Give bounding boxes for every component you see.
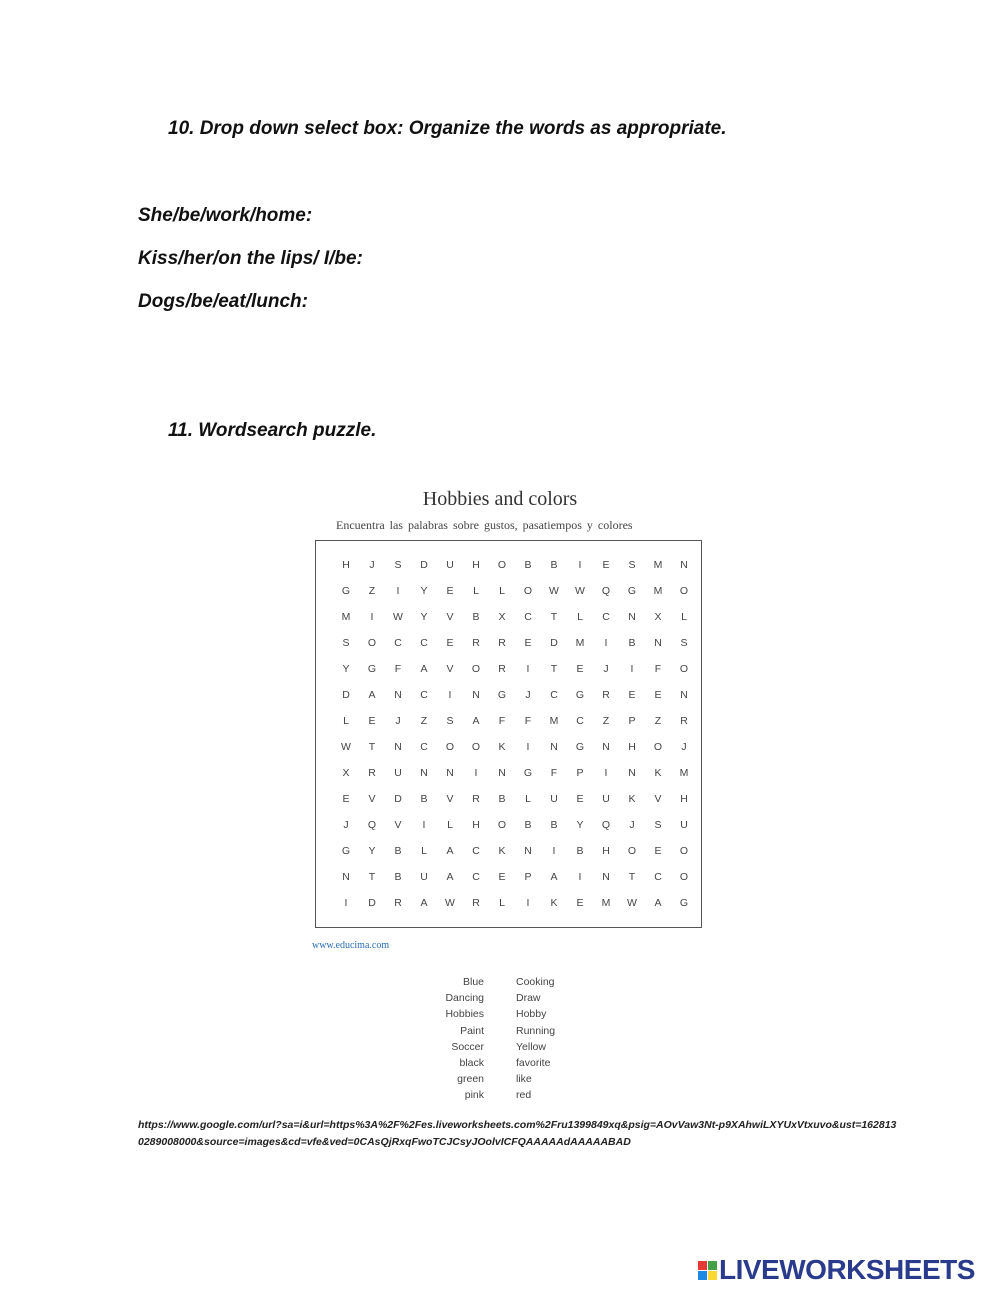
logo-icon bbox=[698, 1261, 717, 1280]
grid-cell[interactable]: I bbox=[630, 663, 634, 675]
grid-cell[interactable]: V bbox=[368, 793, 376, 805]
grid-cell[interactable]: C bbox=[550, 689, 558, 701]
grid-cell[interactable]: J bbox=[603, 663, 609, 675]
question-10-title: 10. Drop down select box: Organize the words as appropriate. bbox=[168, 118, 727, 139]
grid-row bbox=[333, 893, 697, 919]
grid-cell[interactable]: U bbox=[446, 559, 454, 571]
grid-cell[interactable]: O bbox=[679, 663, 689, 675]
grid-row bbox=[333, 685, 697, 711]
grid-cell[interactable]: C bbox=[472, 871, 480, 883]
grid-cell[interactable]: W bbox=[549, 585, 559, 597]
word-item: like bbox=[516, 1073, 532, 1086]
grid-row bbox=[333, 607, 697, 633]
grid-cell[interactable]: D bbox=[342, 689, 350, 701]
grid-cell[interactable]: A bbox=[654, 897, 662, 909]
grid-cell[interactable]: L bbox=[421, 845, 427, 857]
grid-cell[interactable]: N bbox=[602, 741, 610, 753]
grid-cell[interactable]: W bbox=[445, 897, 455, 909]
grid-cell[interactable]: L bbox=[525, 793, 531, 805]
grid-cell[interactable]: G bbox=[575, 741, 585, 753]
grid-cell[interactable]: L bbox=[681, 611, 687, 623]
grid-cell[interactable]: H bbox=[602, 845, 610, 857]
grid-cell[interactable]: I bbox=[604, 637, 608, 649]
logo-text: LIVEWORKSHEETS bbox=[719, 1254, 975, 1285]
grid-cell[interactable]: D bbox=[394, 793, 402, 805]
grid-cell[interactable]: E bbox=[368, 715, 376, 727]
grid-cell[interactable]: D bbox=[368, 897, 376, 909]
word-item: Running bbox=[516, 1024, 556, 1037]
grid-cell[interactable]: J bbox=[369, 559, 375, 571]
grid-cell[interactable]: S bbox=[680, 637, 688, 649]
grid-cell[interactable]: G bbox=[627, 585, 637, 597]
question-11-title: 11. Wordsearch puzzle. bbox=[168, 420, 377, 441]
grid-cell[interactable]: T bbox=[550, 611, 558, 623]
grid-cell[interactable]: E bbox=[446, 585, 454, 597]
grid-cell[interactable]: I bbox=[578, 871, 582, 883]
grid-cell[interactable]: I bbox=[474, 767, 478, 779]
grid-cell[interactable]: C bbox=[654, 871, 662, 883]
liveworksheets-logo bbox=[698, 1256, 975, 1284]
grid-cell[interactable]: R bbox=[368, 767, 376, 779]
word-item: green bbox=[457, 1073, 484, 1086]
grid-cell[interactable]: I bbox=[552, 845, 556, 857]
grid-cell[interactable]: N bbox=[498, 767, 506, 779]
grid-row bbox=[333, 815, 697, 841]
grid-cell[interactable]: B bbox=[524, 819, 532, 831]
word-item: Blue bbox=[462, 976, 484, 988]
grid-row bbox=[333, 841, 697, 867]
grid-cell[interactable]: L bbox=[447, 819, 453, 831]
grid-cell[interactable]: M bbox=[575, 637, 585, 649]
word-item: favorite bbox=[516, 1057, 551, 1070]
grid-cell[interactable]: U bbox=[680, 819, 688, 831]
wordsearch-grid[interactable] bbox=[333, 555, 697, 919]
grid-cell[interactable]: C bbox=[524, 611, 532, 623]
grid-cell[interactable]: L bbox=[473, 585, 479, 597]
grid-cell[interactable]: G bbox=[575, 689, 585, 701]
grid-cell[interactable]: C bbox=[420, 689, 428, 701]
grid-cell[interactable]: B bbox=[576, 845, 584, 857]
grid-cell[interactable]: X bbox=[342, 767, 350, 779]
word-item: Dancing bbox=[445, 992, 484, 1005]
grid-cell[interactable]: I bbox=[396, 585, 400, 597]
grid-cell[interactable]: G bbox=[679, 897, 689, 909]
grid-cell[interactable]: X bbox=[498, 611, 506, 623]
grid-cell[interactable]: H bbox=[342, 559, 350, 571]
word-item: red bbox=[516, 1089, 532, 1102]
grid-cell[interactable]: F bbox=[394, 663, 402, 675]
grid-cell[interactable]: K bbox=[550, 897, 558, 909]
grid-cell[interactable]: I bbox=[448, 689, 452, 701]
grid-cell[interactable]: C bbox=[420, 637, 428, 649]
grid-cell[interactable]: Q bbox=[601, 585, 611, 597]
grid-cell[interactable]: L bbox=[577, 611, 583, 623]
grid-cell[interactable]: R bbox=[498, 663, 506, 675]
grid-cell[interactable]: O bbox=[497, 559, 507, 571]
grid-cell[interactable]: L bbox=[343, 715, 349, 727]
grid-cell[interactable]: E bbox=[654, 689, 662, 701]
word-item: Soccer bbox=[451, 1040, 484, 1053]
grid-cell[interactable]: B bbox=[498, 793, 506, 805]
grid-cell[interactable]: V bbox=[394, 819, 402, 831]
grid-cell[interactable]: N bbox=[394, 741, 402, 753]
grid-cell[interactable]: U bbox=[394, 767, 402, 779]
grid-cell[interactable]: E bbox=[524, 637, 532, 649]
grid-cell[interactable]: M bbox=[601, 897, 611, 909]
grid-cell[interactable]: Y bbox=[368, 845, 376, 857]
grid-cell[interactable]: K bbox=[498, 845, 506, 857]
word-item: pink bbox=[464, 1089, 484, 1102]
grid-cell[interactable]: U bbox=[550, 793, 558, 805]
grid-cell[interactable]: C bbox=[394, 637, 402, 649]
grid-cell[interactable]: X bbox=[654, 611, 662, 623]
word-list-right bbox=[516, 974, 596, 1104]
grid-cell[interactable]: Q bbox=[367, 819, 377, 831]
grid-row bbox=[333, 659, 697, 685]
grid-cell[interactable]: F bbox=[524, 715, 532, 727]
grid-cell[interactable]: G bbox=[341, 845, 351, 857]
grid-cell[interactable]: A bbox=[472, 715, 480, 727]
grid-cell[interactable]: R bbox=[602, 689, 610, 701]
grid-cell[interactable]: O bbox=[445, 741, 455, 753]
grid-cell[interactable]: R bbox=[472, 793, 480, 805]
grid-cell[interactable]: N bbox=[628, 611, 636, 623]
grid-cell[interactable]: O bbox=[471, 741, 481, 753]
grid-cell[interactable]: E bbox=[446, 637, 454, 649]
grid-cell[interactable]: F bbox=[550, 767, 558, 779]
grid-cell[interactable]: I bbox=[526, 897, 530, 909]
grid-cell[interactable]: R bbox=[394, 897, 402, 909]
word-item: Paint bbox=[460, 1024, 484, 1037]
grid-cell[interactable]: E bbox=[576, 793, 584, 805]
grid-cell[interactable]: K bbox=[654, 767, 662, 779]
grid-cell[interactable]: I bbox=[526, 663, 530, 675]
word-item: Hobbies bbox=[445, 1008, 484, 1021]
grid-cell[interactable]: K bbox=[498, 741, 506, 753]
logo-square bbox=[698, 1271, 707, 1280]
grid-cell[interactable]: C bbox=[472, 845, 480, 857]
grid-cell[interactable]: I bbox=[578, 559, 582, 571]
grid-cell[interactable]: B bbox=[420, 793, 428, 805]
grid-cell[interactable]: Y bbox=[576, 819, 584, 831]
grid-cell[interactable]: B bbox=[550, 559, 558, 571]
grid-cell[interactable]: A bbox=[420, 663, 428, 675]
source-site-link[interactable]: www.educima.com bbox=[312, 940, 390, 951]
grid-cell[interactable]: Y bbox=[342, 663, 350, 675]
grid-cell[interactable]: C bbox=[602, 611, 610, 623]
grid-cell[interactable]: T bbox=[628, 871, 636, 883]
grid-row bbox=[333, 555, 697, 581]
grid-cell[interactable]: H bbox=[472, 819, 480, 831]
grid-cell[interactable]: E bbox=[576, 897, 584, 909]
grid-cell[interactable]: U bbox=[420, 871, 428, 883]
grid-cell[interactable]: L bbox=[499, 897, 505, 909]
grid-cell[interactable]: M bbox=[653, 559, 663, 571]
grid-row bbox=[333, 763, 697, 789]
grid-cell[interactable]: B bbox=[394, 845, 402, 857]
grid-cell[interactable]: O bbox=[679, 585, 689, 597]
grid-cell[interactable]: D bbox=[550, 637, 558, 649]
prompt-2: Kiss/her/on the lips/ I/be: bbox=[138, 248, 363, 269]
grid-cell[interactable]: W bbox=[341, 741, 351, 753]
grid-cell[interactable]: O bbox=[679, 845, 689, 857]
grid-cell[interactable]: Q bbox=[601, 819, 611, 831]
grid-cell[interactable]: M bbox=[653, 585, 663, 597]
grid-cell[interactable]: Y bbox=[420, 611, 428, 623]
grid-cell[interactable]: H bbox=[680, 793, 688, 805]
grid-cell[interactable]: E bbox=[498, 871, 506, 883]
grid-cell[interactable]: B bbox=[550, 819, 558, 831]
grid-cell[interactable]: B bbox=[628, 637, 636, 649]
grid-cell[interactable]: I bbox=[604, 767, 608, 779]
word-item: Hobby bbox=[516, 1008, 547, 1021]
grid-cell[interactable]: R bbox=[680, 715, 688, 727]
grid-cell[interactable]: O bbox=[523, 585, 533, 597]
grid-cell[interactable]: S bbox=[446, 715, 454, 727]
grid-cell[interactable]: A bbox=[446, 871, 454, 883]
grid-row bbox=[333, 581, 697, 607]
word-list-left bbox=[420, 974, 484, 1104]
grid-cell[interactable]: P bbox=[576, 767, 584, 779]
grid-cell[interactable]: J bbox=[525, 689, 531, 701]
grid-cell[interactable]: S bbox=[654, 819, 662, 831]
grid-cell[interactable]: N bbox=[602, 871, 610, 883]
word-item: black bbox=[459, 1057, 484, 1070]
grid-row bbox=[333, 789, 697, 815]
grid-cell[interactable]: W bbox=[627, 897, 637, 909]
source-url[interactable]: https://www.google.com/url?sa=i&url=https%3A%2F%2Fes.liveworksheets.com%2Fru1399849xq&psig=AOvVaw3Nt-p9XAhwiLXYUxVtxuvo&ust=1628130289008000&source=images&cd=vfe&ved=0CAsQjRxqFwoTCJCsyJOolvICFQAAAAAdAAAAABAD bbox=[138, 1119, 897, 1148]
grid-cell[interactable]: T bbox=[368, 871, 376, 883]
prompt-3: Dogs/be/eat/lunch: bbox=[138, 291, 308, 312]
grid-cell[interactable]: F bbox=[498, 715, 506, 727]
grid-cell[interactable]: E bbox=[602, 559, 610, 571]
grid-cell[interactable]: L bbox=[499, 585, 505, 597]
grid-cell[interactable]: O bbox=[367, 637, 377, 649]
grid-cell[interactable]: I bbox=[344, 897, 348, 909]
grid-cell[interactable]: A bbox=[446, 845, 454, 857]
grid-cell[interactable]: E bbox=[654, 845, 662, 857]
grid-cell[interactable]: N bbox=[550, 741, 558, 753]
grid-cell[interactable]: J bbox=[629, 819, 635, 831]
grid-row bbox=[333, 867, 697, 893]
grid-cell[interactable]: G bbox=[341, 585, 351, 597]
grid-cell[interactable]: J bbox=[343, 819, 349, 831]
grid-cell[interactable]: Z bbox=[654, 715, 662, 727]
grid-cell[interactable]: I bbox=[370, 611, 374, 623]
grid-cell[interactable]: N bbox=[680, 689, 688, 701]
word-item: Yellow bbox=[516, 1040, 546, 1053]
grid-cell[interactable]: G bbox=[367, 663, 377, 675]
grid-cell[interactable]: H bbox=[628, 741, 636, 753]
grid-cell[interactable]: V bbox=[654, 793, 662, 805]
logo-square bbox=[698, 1261, 707, 1270]
grid-cell[interactable]: V bbox=[446, 663, 454, 675]
grid-cell[interactable]: I bbox=[422, 819, 426, 831]
logo-square bbox=[708, 1261, 717, 1270]
grid-cell[interactable]: Z bbox=[368, 585, 376, 597]
grid-cell[interactable]: P bbox=[524, 871, 532, 883]
wordsearch-title: Hobbies and colors bbox=[422, 488, 578, 510]
grid-cell[interactable]: N bbox=[446, 767, 454, 779]
grid-cell[interactable]: H bbox=[472, 559, 480, 571]
grid-cell[interactable]: N bbox=[680, 559, 688, 571]
grid-cell[interactable]: J bbox=[681, 741, 687, 753]
grid-cell[interactable]: E bbox=[628, 689, 636, 701]
grid-cell[interactable]: S bbox=[394, 559, 402, 571]
grid-cell[interactable]: Z bbox=[602, 715, 610, 727]
wordsearch-grid-box bbox=[315, 540, 702, 928]
grid-cell[interactable]: T bbox=[368, 741, 376, 753]
wordsearch-subtitle: Encuentra las palabras sobre gustos, pasatiempos y colores bbox=[336, 518, 633, 532]
grid-cell[interactable]: Y bbox=[420, 585, 428, 597]
grid-cell[interactable]: V bbox=[446, 793, 454, 805]
grid-cell[interactable]: A bbox=[420, 897, 428, 909]
grid-cell[interactable]: J bbox=[395, 715, 401, 727]
grid-cell[interactable]: B bbox=[472, 611, 480, 623]
grid-cell[interactable]: O bbox=[679, 871, 689, 883]
grid-cell[interactable]: R bbox=[472, 897, 480, 909]
grid-cell[interactable]: F bbox=[654, 663, 662, 675]
prompt-1: She/be/work/home: bbox=[138, 205, 313, 226]
grid-cell[interactable]: S bbox=[628, 559, 636, 571]
grid-cell[interactable]: D bbox=[420, 559, 428, 571]
grid-cell[interactable]: O bbox=[653, 741, 663, 753]
grid-cell[interactable]: V bbox=[446, 611, 454, 623]
grid-cell[interactable]: G bbox=[523, 767, 533, 779]
grid-cell[interactable]: N bbox=[654, 637, 662, 649]
logo-square bbox=[708, 1271, 717, 1280]
grid-cell[interactable]: T bbox=[550, 663, 558, 675]
grid-cell[interactable]: Z bbox=[420, 715, 428, 727]
grid-row bbox=[333, 711, 697, 737]
grid-row bbox=[333, 633, 697, 659]
grid-cell[interactable]: M bbox=[341, 611, 351, 623]
grid-cell[interactable]: N bbox=[342, 871, 350, 883]
grid-row bbox=[333, 737, 697, 763]
grid-cell[interactable]: N bbox=[472, 689, 480, 701]
word-item: Cooking bbox=[516, 976, 555, 988]
grid-cell[interactable]: A bbox=[550, 871, 558, 883]
answer-dropdown-2[interactable] bbox=[390, 246, 690, 272]
grid-cell[interactable]: B bbox=[524, 559, 532, 571]
grid-cell[interactable]: W bbox=[575, 585, 585, 597]
grid-cell[interactable]: W bbox=[393, 611, 403, 623]
grid-cell[interactable]: B bbox=[394, 871, 402, 883]
grid-cell[interactable]: E bbox=[342, 793, 350, 805]
grid-cell[interactable]: R bbox=[498, 637, 506, 649]
grid-cell[interactable]: O bbox=[497, 819, 507, 831]
grid-cell[interactable]: O bbox=[627, 845, 637, 857]
answer-dropdown-3[interactable] bbox=[390, 289, 690, 315]
grid-cell[interactable]: N bbox=[628, 767, 636, 779]
answer-dropdown-1[interactable] bbox=[390, 203, 690, 229]
grid-cell[interactable]: N bbox=[420, 767, 428, 779]
grid-cell[interactable]: I bbox=[526, 741, 530, 753]
grid-cell[interactable]: N bbox=[394, 689, 402, 701]
grid-cell[interactable]: P bbox=[628, 715, 636, 727]
grid-cell[interactable]: S bbox=[342, 637, 350, 649]
grid-cell[interactable]: A bbox=[368, 689, 376, 701]
grid-cell[interactable]: E bbox=[576, 663, 584, 675]
grid-cell[interactable]: C bbox=[576, 715, 584, 727]
grid-cell[interactable]: G bbox=[497, 689, 507, 701]
grid-cell[interactable]: M bbox=[679, 767, 689, 779]
grid-cell[interactable]: K bbox=[628, 793, 636, 805]
grid-cell[interactable]: O bbox=[471, 663, 481, 675]
grid-cell[interactable]: U bbox=[602, 793, 610, 805]
grid-cell[interactable]: M bbox=[549, 715, 559, 727]
word-item: Draw bbox=[516, 992, 541, 1005]
grid-cell[interactable]: C bbox=[420, 741, 428, 753]
grid-cell[interactable]: N bbox=[524, 845, 532, 857]
grid-cell[interactable]: R bbox=[472, 637, 480, 649]
